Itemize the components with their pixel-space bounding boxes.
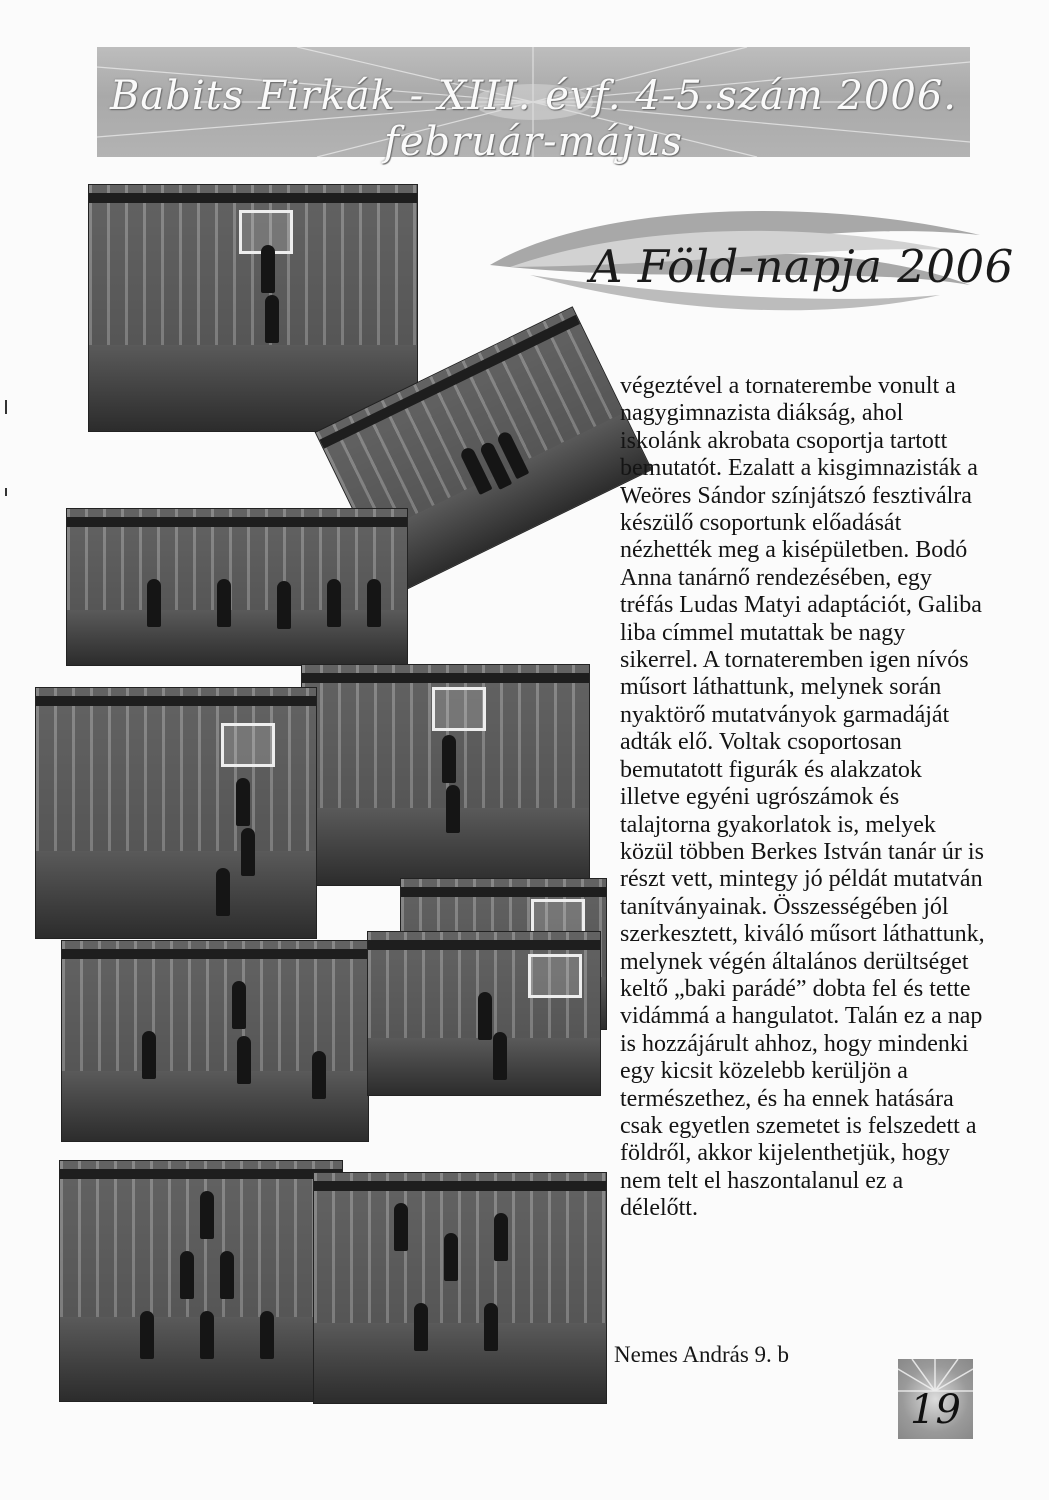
page-number-badge <box>898 1359 973 1439</box>
gym-photo <box>61 940 369 1142</box>
article-author: Nemes András 9. b <box>614 1342 790 1367</box>
gym-photo <box>313 1172 607 1404</box>
article-title: A Föld-napja 2006 <box>590 240 1014 293</box>
article-paragraph: végeztével a tornaterembe vonult a nagygimnazista diákság, ahol iskolánk akrobata csoportja tartott bemutatót. Ezalatt a kisgimnazisták a Weöres Sándor színjátszó fesztiválra készülő csoportunk előadását nézhették meg a kisépületben. Bodó Anna tanárnő rendezésében, egy tréfás Ludas Matyi adaptációt, Galiba liba címmel mutattak be nagy sikerrel. A tornateremben igen nívós műsort láthattunk, melynek során nyaktörő mutatványok garmadáját adták elő. Voltak csoportosan bemutatott figurák és alakzatok illetve egyéni ugrószámok és talajtorna gyakorlatok is, melyek közül többen Berkes István tanár úr is részt vett, mintegy jó példát mutatván tanítványainak. Összességében jól szerkesztett, kiváló műsort láthattunk, melynek végén általános derültséget keltő „baki parádé” dobta fel és tette vidámmá a hangulatot. Talán ez a nap is hozzájárult ahhoz, hogy mindenki egy kicsit közelebb kerüljön a természethez, és ha ennek hatására csak egyetlen szemetet is felszedett a földről, akkor kijelenthetjük, hogy nem telt el haszontalanul ez a délelőtt. <box>620 373 985 1222</box>
gym-photo <box>66 508 408 666</box>
page-number: 19 <box>910 1387 961 1433</box>
article-body <box>620 373 986 1223</box>
masthead-banner <box>97 47 970 165</box>
gym-photo <box>88 184 418 432</box>
scan-mark <box>5 400 7 414</box>
gym-photo <box>59 1160 343 1402</box>
gym-photo <box>301 664 590 886</box>
gym-photo <box>35 687 317 939</box>
masthead-title: Babits Firkák - XIII. évf. 4-5.szám 2006. február-május <box>109 73 957 165</box>
scan-mark <box>5 488 7 496</box>
gym-photo <box>367 931 601 1096</box>
